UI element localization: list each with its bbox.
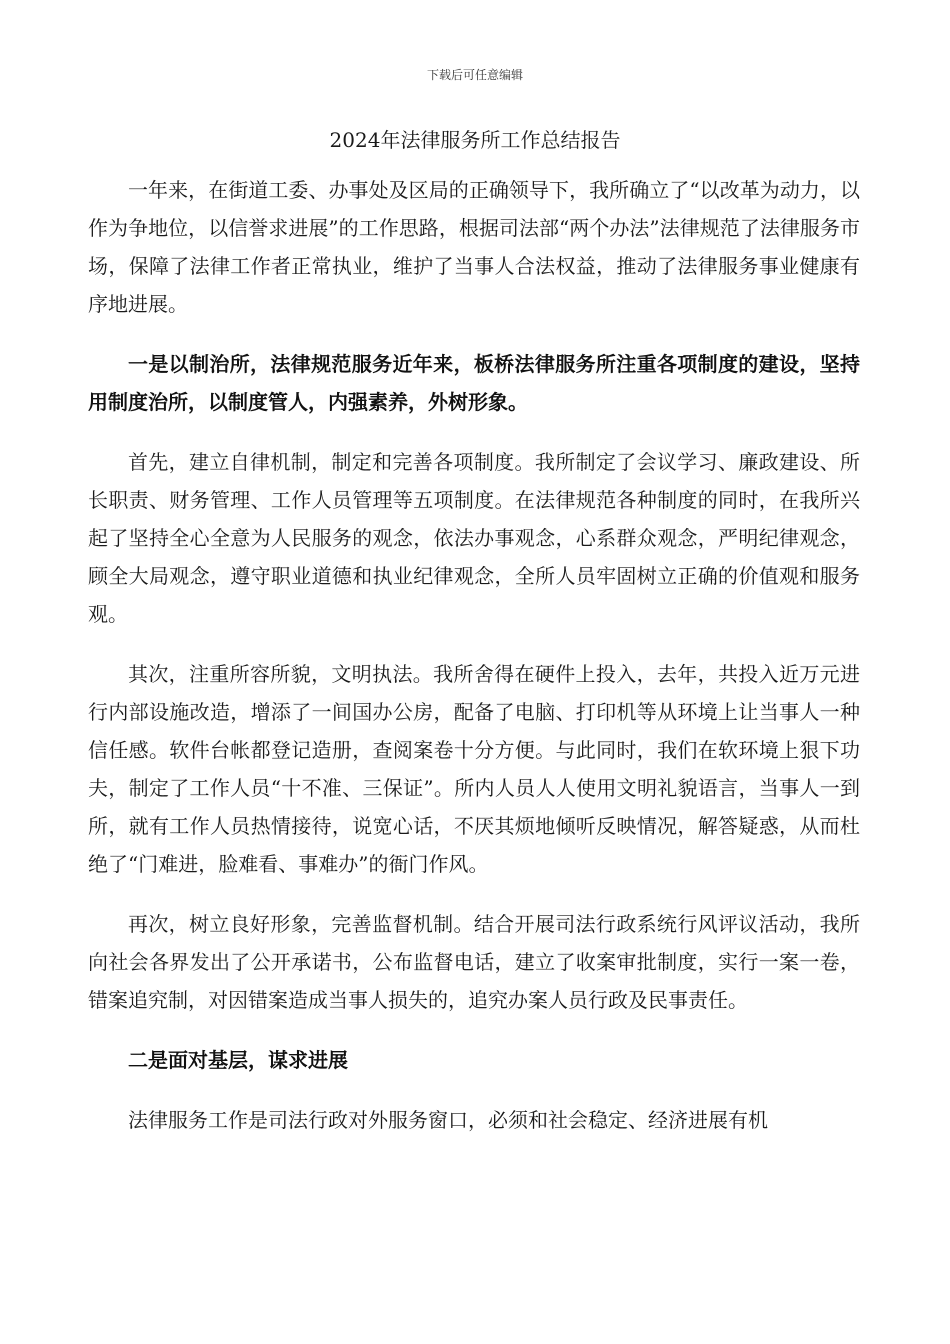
document-title: 2024年法律服务所工作总结报告 — [329, 128, 621, 152]
document-body — [88, 171, 860, 1139]
section-heading-1: 一是以制治所，法律规范服务近年来，板桥法律服务所注重各项制度的建设，坚持用制度治所，以制度管人，内强素养，外树形象。 — [88, 352, 860, 414]
section-heading-2: 二是面对基层，谋求进展 — [128, 1048, 348, 1072]
paragraph-intro: 一年来，在街道工委、办事处及区局的正确领导下，我所确立了“以改革为动力，以作为争地位，以信誉求进展”的工作思路，根据司法部“两个办法”法律规范了法律服务市场，保障了法律工作者正常执业，维护了当事人合法权益，推动了法律服务事业健康有序地进展。 — [88, 178, 860, 316]
paragraph-second: 其次，注重所容所貌，文明执法。我所舍得在硬件上投入，去年，共投入近万元进行内部设施改造，增添了一间国办公房，配备了电脑、打印机等从环境上让当事人一种信任感。软件台帐都登记造册，查阅案卷十分方便。与此同时，我们在软环境上狠下功夫，制定了工作人员“十不准、三保证”。所内人员人人使用文明礼貌语言，当事人一到所，就有工作人员热情接待，说宽心话，不厌其烦地倾听反映情况，解答疑惑，从而杜绝了“门难进，脸难看、事难办”的衙门作风。 — [88, 662, 860, 876]
header-note: 下载后可任意编辑 — [426, 68, 523, 82]
paragraph-first: 首先，建立自律机制，制定和完善各项制度。我所制定了会议学习、廉政建设、所长职责、财务管理、工作人员管理等五项制度。在法律规范各种制度的同时，在我所兴起了坚持全心全意为人民服务的观念，依法办事观念，心系群众观念，严明纪律观念，顾全大局观念，遵守职业道德和执业纪律观念，全所人员牢固树立正确的价值观和服务观。 — [88, 450, 860, 626]
paragraph-service: 法律服务工作是司法行政对外服务窗口，必须和社会稳定、经济进展有机 — [128, 1108, 768, 1132]
paragraph-third: 再次，树立良好形象，完善监督机制。结合开展司法行政系统行风评议活动，我所向社会各界发出了公开承诺书，公布监督电话，建立了收案审批制度，实行一案一卷，错案追究制，对因错案造成当事人损失的，追究办案人员行政及民事责任。 — [88, 912, 860, 1012]
